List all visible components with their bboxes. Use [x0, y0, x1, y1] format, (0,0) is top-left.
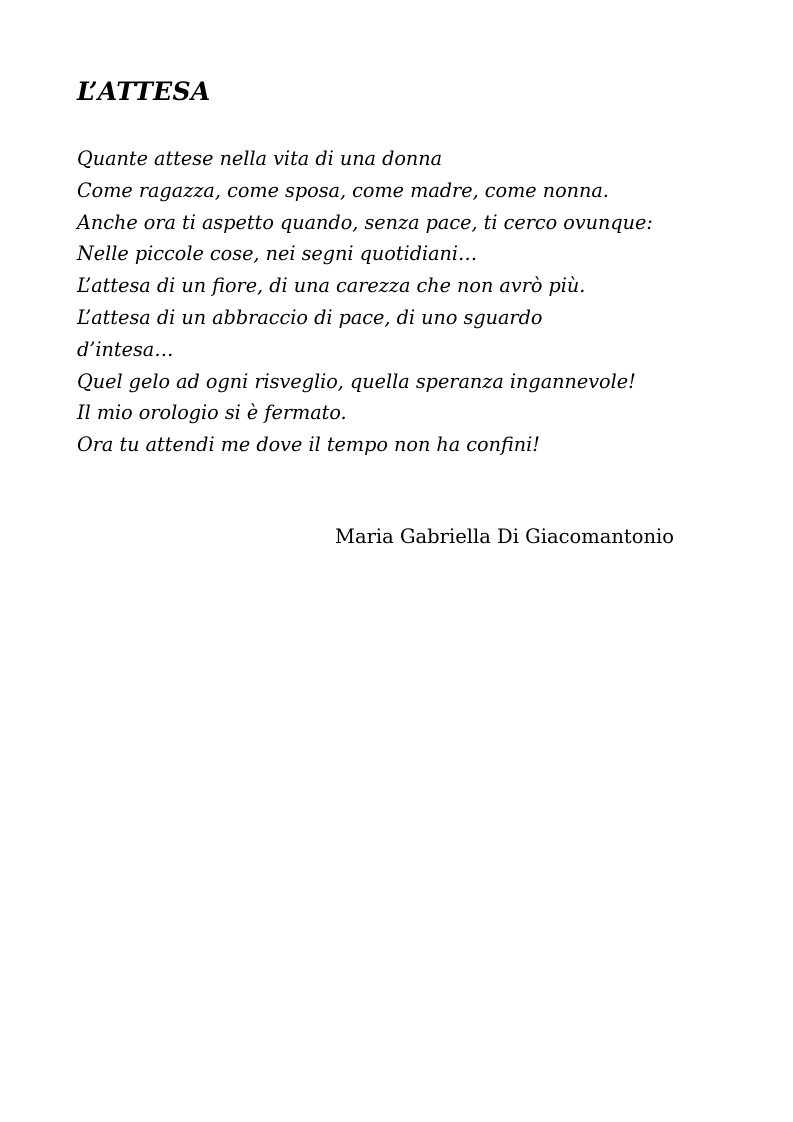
poem-line: Ora tu attendi me dove il tempo non ha confini! — [77, 433, 540, 457]
poem-title: L’ATTESA — [77, 77, 211, 106]
poem-body — [77, 143, 737, 461]
poem-line: Il mio orologio si è fermato. — [77, 401, 347, 425]
poem-line: Nelle piccole cose, nei segni quotidiani… — [77, 242, 478, 266]
poem-line: L’attesa di un fiore, di una carezza che non avrò più. — [77, 274, 586, 298]
poem-line: L’attesa di un abbraccio di pace, di uno sguardo — [77, 305, 543, 329]
poem-line: Come ragazza, come sposa, come madre, come nonna. — [77, 178, 609, 202]
author-signature: Maria Gabriella Di Giacomantonio — [335, 525, 675, 548]
poem-line: Quel gelo ad ogni risveglio, quella speranza ingannevole! — [77, 369, 636, 393]
poem-line: d’intesa… — [77, 337, 174, 361]
poem-line: Quante attese nella vita di una donna — [77, 147, 443, 170]
poem-line: Anche ora ti aspetto quando, senza pace, ti cerco ovunque: — [77, 210, 653, 234]
